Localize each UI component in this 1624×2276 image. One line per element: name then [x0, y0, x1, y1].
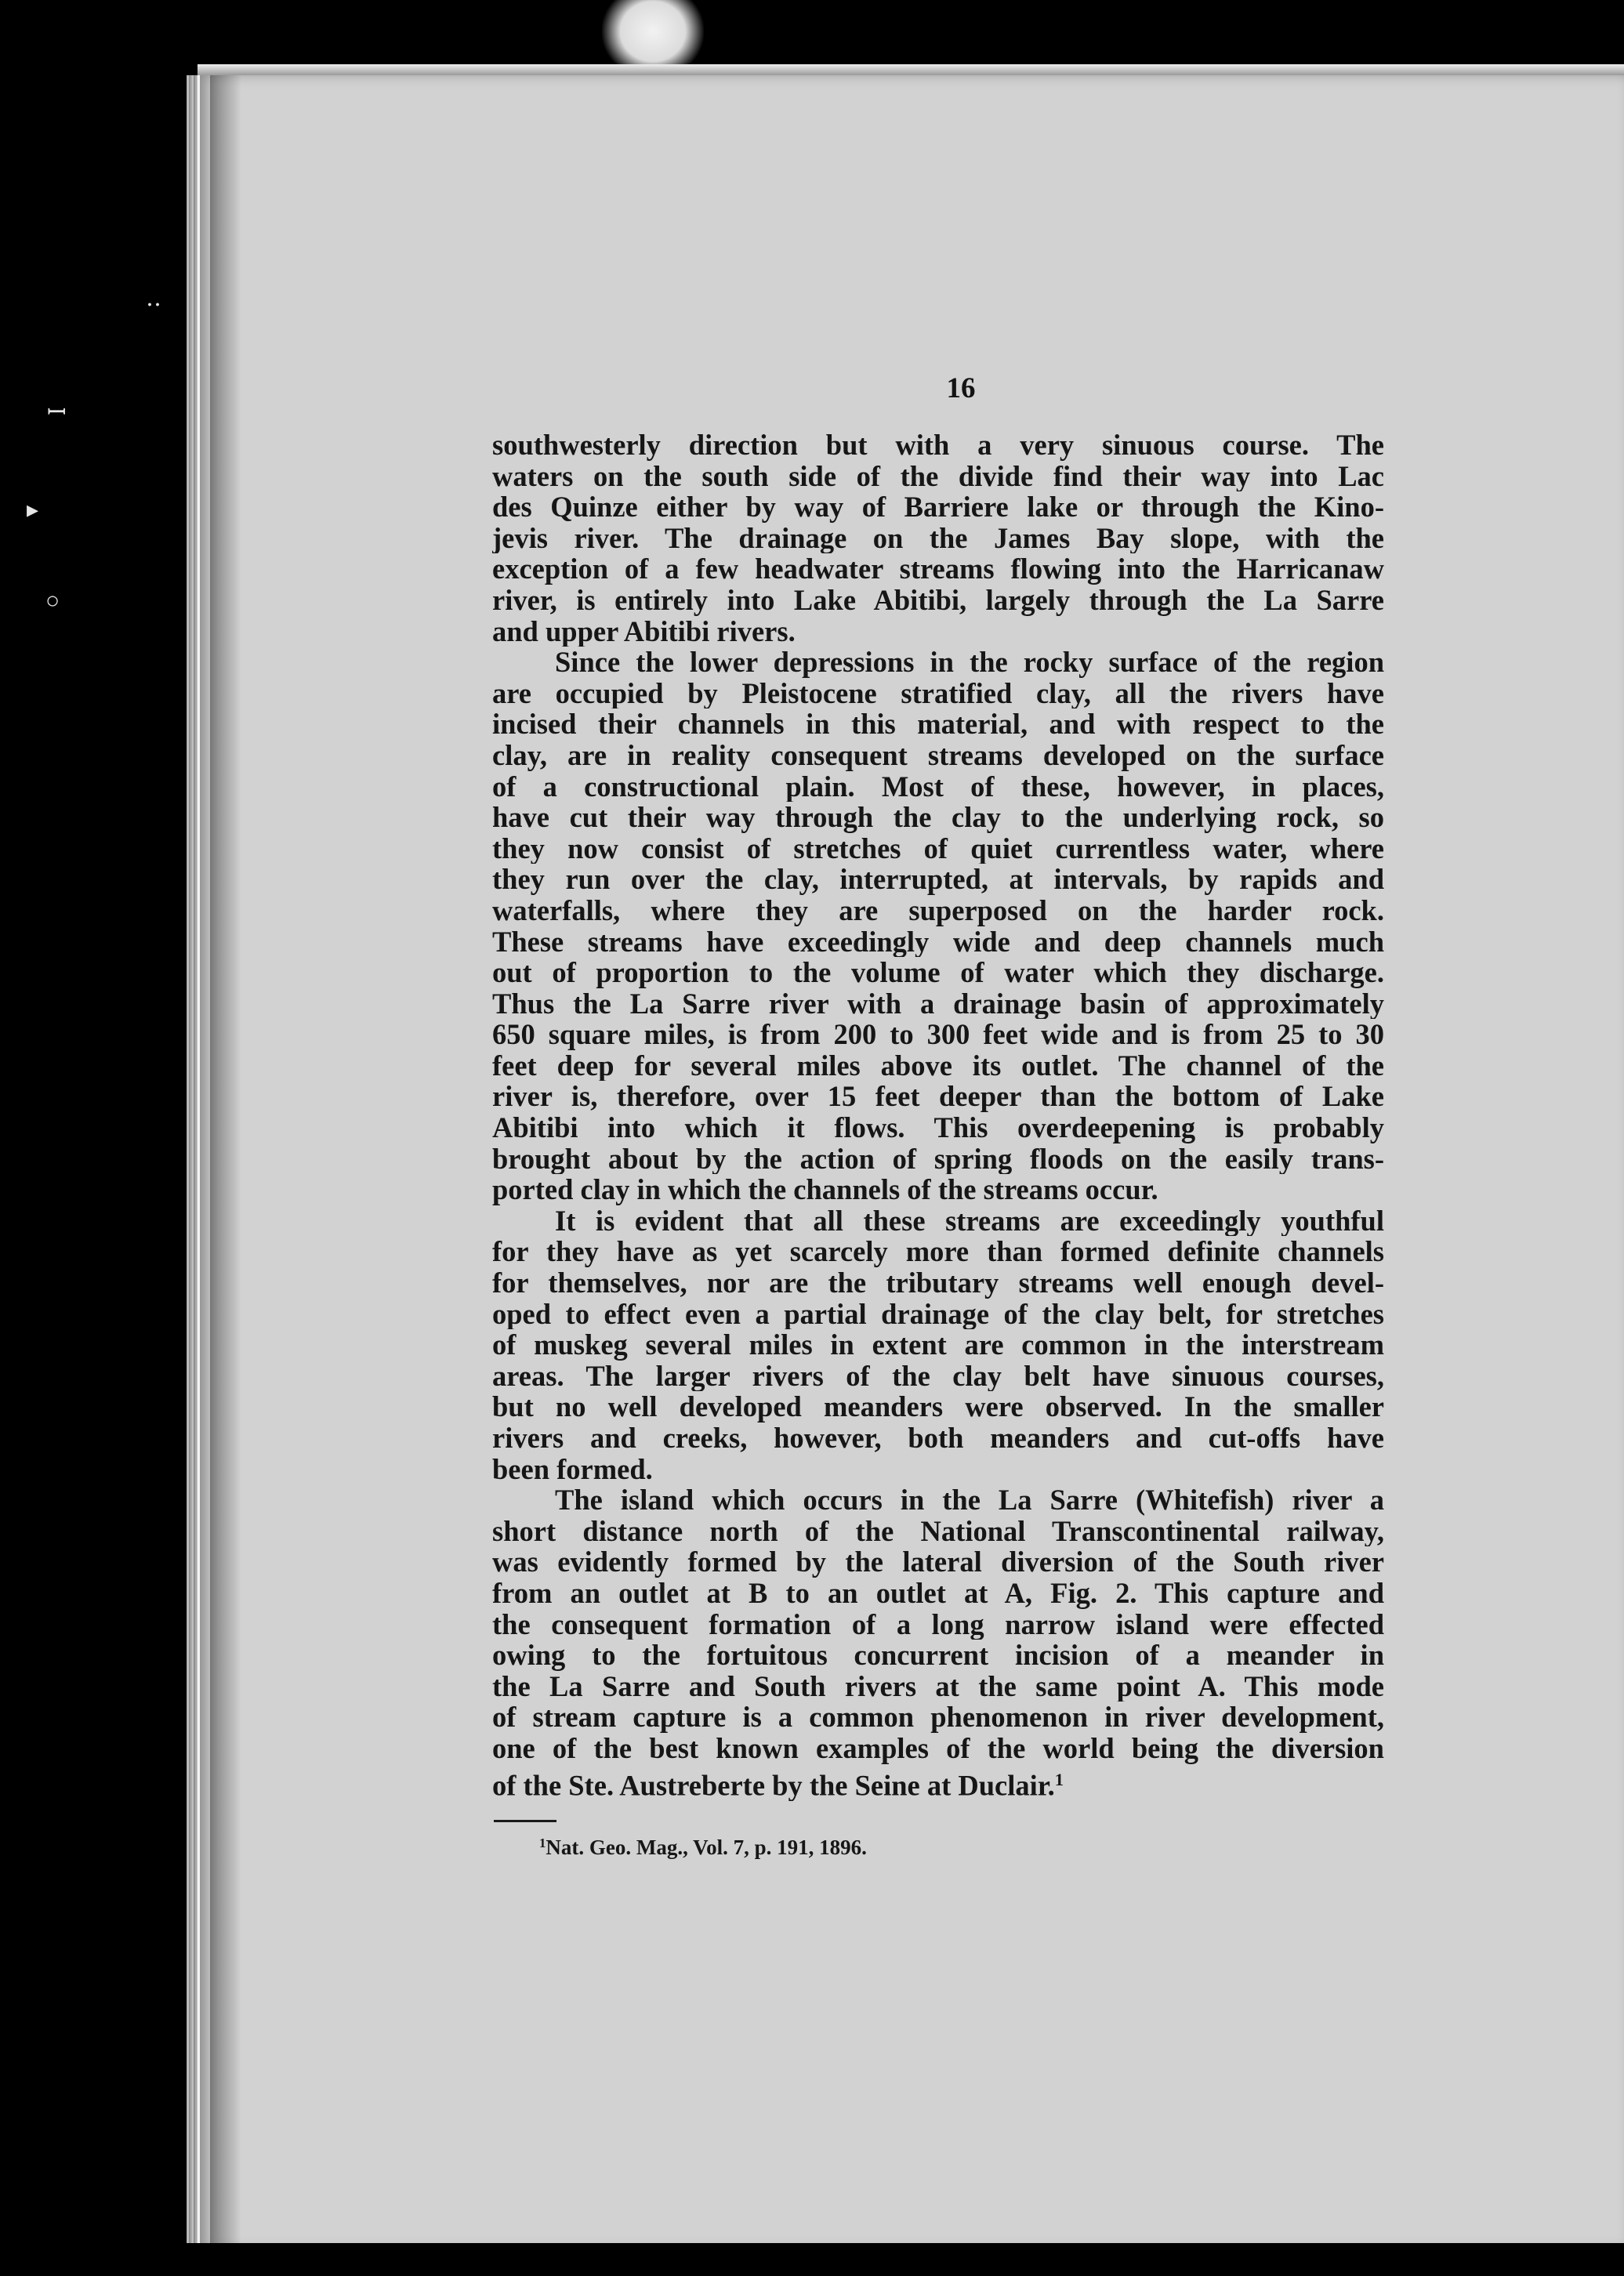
text-line: the La Sarre and South rivers at the same point A. This mode	[492, 1670, 1384, 1702]
margin-speck: ‥	[146, 285, 162, 311]
footnote-text: Nat. Geo. Mag., Vol. 7, p. 191, 1896.	[546, 1836, 867, 1860]
footnote-divider	[494, 1820, 556, 1822]
text-line: Thus the La Sarre river with a drainage basin of approximately	[492, 988, 1384, 1020]
text-line: southwesterly direction but with a very sinuous course. The	[492, 429, 1384, 461]
footnote-reference: 1	[1054, 1769, 1064, 1789]
text-line: exception of a few headwater streams flowing into the Harricanaw	[492, 553, 1384, 585]
text-line: they now consist of stretches of quiet currentless water, where	[492, 832, 1384, 864]
text-line: jevis river. The drainage on the James Bay slope, with the	[492, 522, 1384, 554]
text-line: 650 square miles, is from 200 to 300 feet wide and is from 25 to 30	[492, 1019, 1384, 1050]
text-line: The island which occurs in the La Sarre (Whitefish) river a	[555, 1484, 1384, 1516]
text-line: are occupied by Pleistocene stratified clay, all the rivers have	[492, 677, 1384, 709]
text-line: incised their channels in this material, and with respect to the	[492, 709, 1384, 740]
scan-bottom-band	[0, 2243, 1624, 2276]
paragraph	[492, 429, 1384, 647]
text-line: feet deep for several miles above its outlet. The channel of the	[492, 1049, 1384, 1082]
text-line: areas. The larger rivers of the clay belt have sinuous courses,	[492, 1360, 1384, 1392]
text-line: waters on the south side of the divide find their way into Lac	[492, 460, 1384, 492]
footnote	[539, 1836, 867, 1860]
margin-speck: ꟷ	[47, 400, 67, 426]
text-line: waterfalls, where they are superposed on the harder rock.	[492, 894, 1384, 926]
text-line: and upper Abitibi rivers.	[492, 615, 796, 647]
page-top-edge	[198, 64, 1624, 75]
text-line: Abitibi into which it flows. This overdeepening is probably	[492, 1112, 1384, 1143]
text-line: owing to the fortuitous concurrent incision of a meander in	[492, 1640, 1384, 1671]
margin-speck: ○	[45, 588, 60, 614]
text-line	[492, 1764, 1384, 1801]
text-line: These streams have exceedingly wide and deep channels much	[492, 926, 1384, 958]
margin-speck: ▸	[27, 497, 39, 523]
text-line: one of the best known examples of the world being the diversion	[492, 1732, 1384, 1764]
text-line: of muskeg several miles in extent are common in the interstream	[492, 1329, 1384, 1361]
footnote-marker: 1	[539, 1836, 546, 1850]
text-line: for themselves, nor are the tributary streams well enough devel-	[492, 1267, 1384, 1299]
text-line: the consequent formation of a long narrow island were effected	[492, 1608, 1384, 1640]
text-line: out of proportion to the volume of water which they discharge.	[492, 957, 1384, 988]
text-line: but no well developed meanders were observed. In the smaller	[492, 1391, 1384, 1422]
text-line: rivers and creeks, however, both meanders and cut-offs have	[492, 1422, 1384, 1454]
text-line: ported clay in which the channels of the streams occur.	[492, 1174, 1158, 1205]
text-line: brought about by the action of spring floods on the easily trans-	[492, 1143, 1384, 1175]
text-line-content: of the Ste. Austreberte by the Seine at Duclair.	[492, 1768, 1055, 1801]
text-line: for they have as yet scarcely more than formed definite channels	[492, 1236, 1384, 1268]
body-text	[492, 429, 1384, 1801]
text-line: Since the lower depressions in the rocky surface of the region	[555, 647, 1384, 678]
text-line: of stream capture is a common phenomenon in river development,	[492, 1702, 1384, 1733]
text-line: have cut their way through the clay to the underlying rock, so	[492, 802, 1384, 833]
paragraph	[492, 647, 1384, 1205]
text-line: river, is entirely into Lake Abitibi, largely through the La Sarre	[492, 584, 1384, 616]
paragraph	[492, 1205, 1384, 1484]
text-line: from an outlet at B to an outlet at A, Fig. 2. This capture and	[492, 1577, 1384, 1609]
text-line: they run over the clay, interrupted, at intervals, by rapids and	[492, 864, 1384, 895]
text-line: des Quinze either by way of Barriere lake or through the Kino-	[492, 491, 1384, 523]
text-line: oped to effect even a partial drainage of the clay belt, for stretches	[492, 1298, 1384, 1330]
text-line: river is, therefore, over 15 feet deeper than the bottom of Lake	[492, 1081, 1384, 1113]
text-line: of a constructional plain. Most of these, however, in places,	[492, 770, 1384, 803]
text-line: short distance north of the National Transcontinental railway,	[492, 1515, 1384, 1547]
binding-shadow	[210, 75, 241, 2243]
text-line: It is evident that all these streams are exceedingly youthful	[555, 1205, 1384, 1237]
text-line: was evidently formed by the lateral diversion of the South river	[492, 1546, 1384, 1578]
paragraph	[492, 1484, 1384, 1800]
page-number: 16	[946, 372, 976, 404]
text-line: clay, are in reality consequent streams developed on the surface	[492, 739, 1384, 771]
text-line: been formed.	[492, 1453, 653, 1485]
